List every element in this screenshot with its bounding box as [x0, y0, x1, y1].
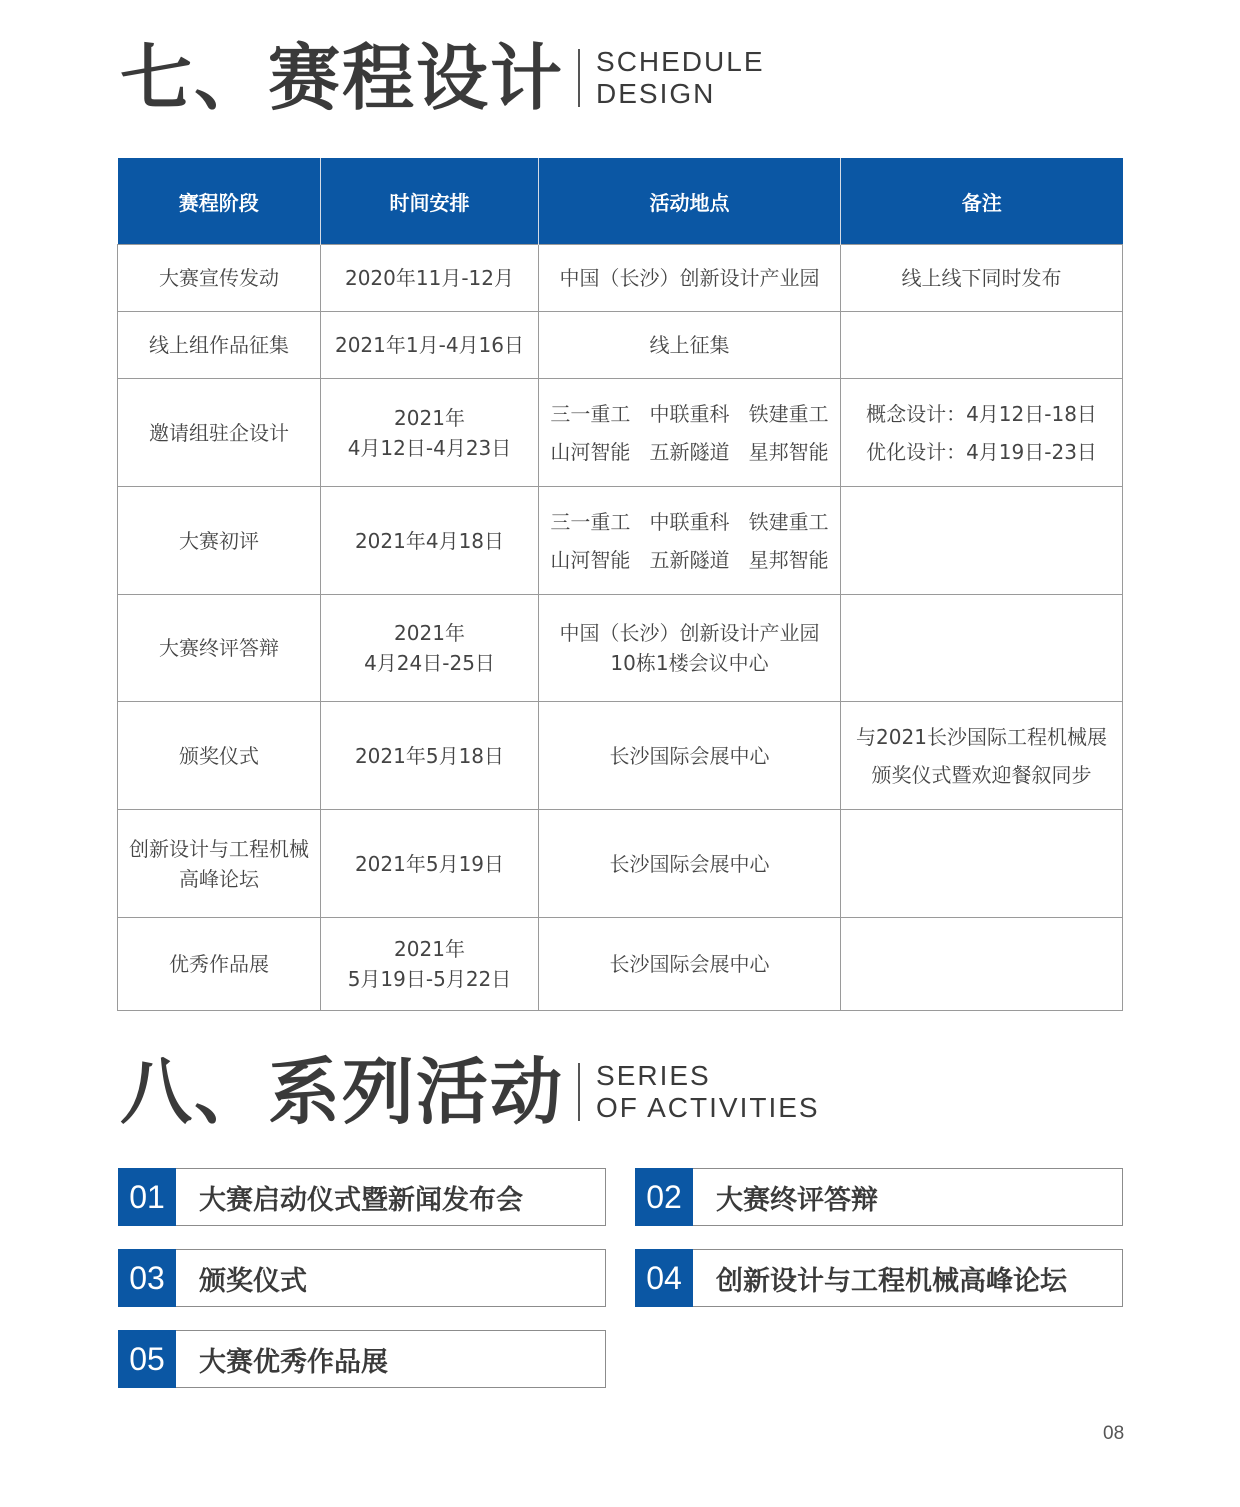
cell-time	[321, 379, 539, 487]
schedule-table	[117, 158, 1123, 1011]
section-8-cn-title: 八、系列活动	[120, 1050, 565, 1134]
activity-label: 颁奖仪式	[199, 1265, 307, 1297]
cell-location	[539, 810, 841, 918]
location-line: 10栋1楼会议中心	[610, 651, 769, 675]
section-7-en-line1: SCHEDULE	[596, 46, 765, 77]
location-line: 山河智能 五新隧道 星邦智能	[550, 547, 829, 572]
table-row	[118, 487, 1123, 595]
location-line: 三一重工 中联重科 铁建重工	[550, 509, 829, 534]
activity-label: 大赛终评答辩	[716, 1184, 878, 1216]
cell-note	[841, 810, 1123, 918]
cell-note	[841, 595, 1123, 702]
cell-time	[321, 312, 539, 379]
activity-label: 创新设计与工程机械高峰论坛	[716, 1265, 1067, 1297]
title-divider	[578, 49, 580, 107]
time-line: 4月24日-25日	[364, 651, 495, 675]
section-7-title	[120, 36, 765, 120]
activity-number: 02	[635, 1168, 693, 1226]
time-line: 2021年5月18日	[354, 743, 505, 768]
location-line: 中国（长沙）创新设计产业园	[559, 266, 820, 290]
section-8-en-title	[596, 1060, 820, 1124]
cell-time	[321, 487, 539, 595]
cell-stage: 邀请组驻企设计	[118, 379, 321, 487]
cell-location	[539, 379, 841, 487]
table-row	[118, 918, 1123, 1011]
table-row	[118, 245, 1123, 312]
section-7-en-title	[596, 46, 764, 110]
time-line: 2020年11月-12月	[344, 266, 514, 290]
location-line: 长沙国际会展中心	[609, 952, 770, 976]
cell-location	[539, 312, 841, 379]
header-time: 时间安排	[321, 158, 539, 245]
cell-time	[321, 702, 539, 810]
section-7-cn-title: 七、赛程设计	[120, 36, 565, 120]
cell-stage: 线上组作品征集	[118, 312, 321, 379]
time-line: 2021年	[394, 621, 465, 645]
section-7-en-line2: DESIGN	[596, 78, 716, 109]
activity-item	[118, 1249, 606, 1307]
cell-time	[321, 245, 539, 312]
note-line: 概念设计：4月12日-18日	[866, 401, 1097, 426]
cell-location	[539, 487, 841, 595]
activity-item	[118, 1330, 606, 1388]
activity-label: 大赛优秀作品展	[199, 1346, 388, 1378]
activity-item	[118, 1168, 606, 1226]
cell-stage: 颁奖仪式	[118, 702, 321, 810]
activity-item	[635, 1168, 1123, 1226]
table-row	[118, 379, 1123, 487]
location-line: 山河智能 五新隧道 星邦智能	[550, 439, 829, 464]
table-row	[118, 810, 1123, 918]
table-header-row	[118, 158, 1123, 245]
cell-time	[321, 595, 539, 702]
note-line: 颁奖仪式暨欢迎餐叙同步	[871, 762, 1092, 787]
location-line: 长沙国际会展中心	[609, 743, 770, 768]
cell-note	[841, 702, 1123, 810]
location-line: 线上征集	[649, 333, 730, 357]
cell-note	[841, 245, 1123, 312]
section-8-en-line2: OF ACTIVITIES	[596, 1092, 820, 1123]
cell-location	[539, 595, 841, 702]
cell-stage: 优秀作品展	[118, 918, 321, 1011]
time-line: 2021年	[394, 405, 465, 430]
note-line: 与2021长沙国际工程机械展	[856, 724, 1107, 749]
cell-location	[539, 918, 841, 1011]
section-8-title	[120, 1050, 820, 1134]
activity-number: 01	[118, 1168, 176, 1226]
note-line: 优化设计：4月19日-23日	[866, 439, 1097, 464]
cell-time	[321, 810, 539, 918]
cell-stage: 大赛初评	[118, 487, 321, 595]
cell-stage: 创新设计与工程机械高峰论坛	[118, 810, 321, 918]
location-line: 长沙国际会展中心	[609, 851, 770, 876]
activity-number: 05	[118, 1330, 176, 1388]
time-line: 2021年4月18日	[354, 528, 505, 553]
time-line: 2021年	[394, 937, 465, 961]
time-line: 5月19日-5月22日	[347, 967, 512, 991]
header-stage: 赛程阶段	[118, 158, 321, 245]
cell-note	[841, 487, 1123, 595]
header-note: 备注	[841, 158, 1123, 245]
title-divider	[578, 1063, 580, 1121]
cell-note	[841, 918, 1123, 1011]
location-line: 三一重工 中联重科 铁建重工	[550, 401, 829, 426]
time-line: 4月12日-4月23日	[347, 435, 512, 460]
table-row	[118, 702, 1123, 810]
cell-note	[841, 312, 1123, 379]
activity-label: 大赛启动仪式暨新闻发布会	[199, 1184, 523, 1216]
cell-location	[539, 245, 841, 312]
cell-time	[321, 918, 539, 1011]
section-8-en-line1: SERIES	[596, 1060, 711, 1091]
activity-number: 04	[635, 1249, 693, 1307]
activity-number: 03	[118, 1249, 176, 1307]
cell-note	[841, 379, 1123, 487]
cell-stage: 大赛宣传发动	[118, 245, 321, 312]
table-row	[118, 595, 1123, 702]
time-line: 2021年1月-4月16日	[334, 333, 524, 357]
page-number: 08	[1103, 1423, 1125, 1444]
activity-item	[635, 1249, 1123, 1307]
cell-stage: 大赛终评答辩	[118, 595, 321, 702]
table-row	[118, 312, 1123, 379]
location-line: 中国（长沙）创新设计产业园	[559, 621, 820, 645]
note-line: 线上线下同时发布	[901, 266, 1062, 290]
header-location: 活动地点	[539, 158, 841, 245]
time-line: 2021年5月19日	[354, 851, 505, 876]
cell-location	[539, 702, 841, 810]
